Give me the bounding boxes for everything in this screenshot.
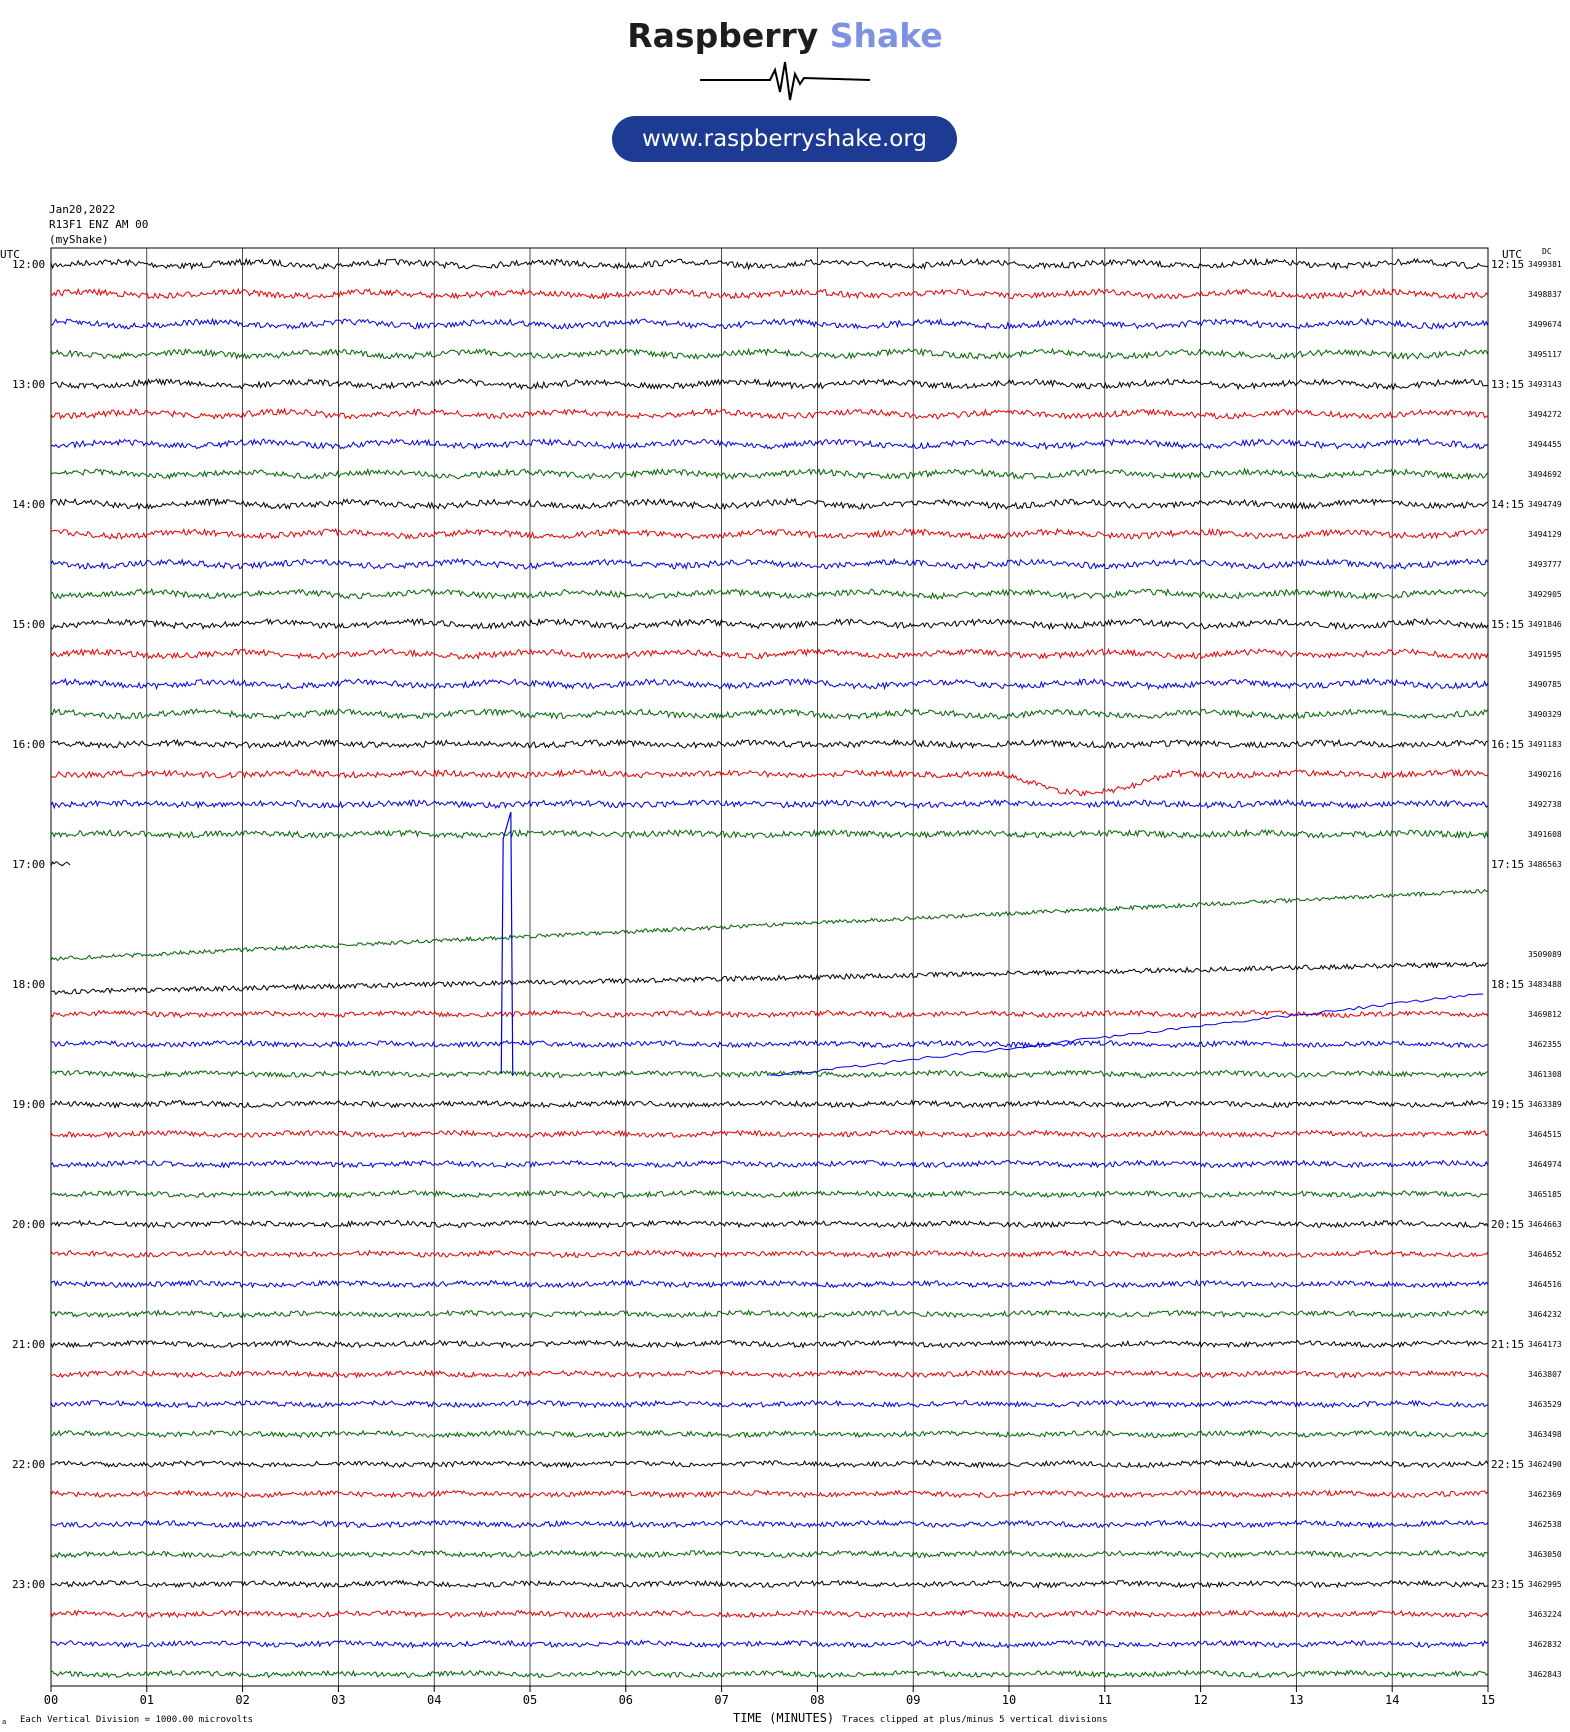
website-url-link[interactable]: www.raspberryshake.org (612, 116, 957, 162)
right-hour-label: 21:15 (1491, 1338, 1525, 1351)
dc-offset-label: 3462490 (1528, 1460, 1562, 1469)
dc-offset-label: 3492738 (1528, 800, 1562, 809)
trace-line (51, 800, 1488, 808)
dc-offset-label: 3464232 (1528, 1310, 1562, 1319)
dc-offset-label: 3464974 (1528, 1160, 1562, 1169)
trace-line (51, 1041, 1488, 1048)
left-hour-label: 12:00 (12, 258, 46, 271)
trace-line (51, 862, 70, 866)
right-hour-label: 16:15 (1491, 738, 1525, 751)
dc-offset-label: 3490216 (1528, 770, 1562, 779)
dc-offset-label: 3461308 (1528, 1070, 1562, 1079)
right-hour-label: 14:15 (1491, 498, 1525, 511)
trace-line (51, 319, 1488, 329)
spike-trace (501, 812, 512, 1076)
trace-line (51, 1551, 1488, 1558)
trace-line (51, 770, 1488, 796)
right-hour-label: 15:15 (1491, 618, 1525, 631)
right-hour-label: 18:15 (1491, 978, 1525, 991)
trace-line (51, 890, 1488, 961)
right-hour-label: 19:15 (1491, 1098, 1525, 1111)
x-tick-label: 00 (43, 1693, 59, 1707)
right-hour-label: 22:15 (1491, 1458, 1525, 1471)
right-hour-label: 17:15 (1491, 858, 1525, 871)
trace-line (51, 649, 1488, 659)
dc-offset-label: 3464663 (1528, 1220, 1562, 1229)
left-hour-label: 15:00 (12, 618, 46, 631)
trace-line (51, 1311, 1488, 1318)
x-tick-label: 15 (1480, 1693, 1496, 1707)
trace-line (51, 289, 1488, 299)
brand-accent: Shake (829, 16, 943, 55)
trace-line (51, 619, 1488, 629)
trace-line (51, 1191, 1488, 1198)
trace-line (51, 1641, 1488, 1648)
right-hour-label: 20:15 (1491, 1218, 1525, 1231)
division-note: Each Vertical Division = 1000.00 microvolts (20, 1715, 253, 1725)
dc-offset-label: 3494455 (1528, 440, 1562, 449)
dc-offset-label: 3469812 (1528, 1010, 1562, 1019)
trace-line (51, 1401, 1488, 1408)
trace-line (51, 830, 1488, 838)
trace-line (51, 679, 1488, 689)
dc-offset-label: 3464652 (1528, 1250, 1562, 1259)
dc-offset-label: 3491183 (1528, 740, 1562, 749)
x-tick-label: 07 (714, 1693, 729, 1707)
x-tick-label: 13 (1289, 1693, 1304, 1707)
trace-line (51, 379, 1488, 389)
x-tick-label: 10 (1001, 1693, 1017, 1707)
trace-line (51, 469, 1488, 479)
left-hour-label: 20:00 (12, 1218, 46, 1231)
trace-line (51, 1461, 1488, 1468)
dc-offset-label: 3463807 (1528, 1370, 1562, 1379)
trace-line (51, 259, 1488, 269)
brand-main: Raspberry (627, 16, 819, 55)
trace-line (51, 709, 1488, 719)
trace-line (51, 1521, 1488, 1528)
dc-offset-label: 3462355 (1528, 1040, 1562, 1049)
dc-offset-label: 3494129 (1528, 530, 1562, 539)
trace-line (51, 1581, 1488, 1588)
x-tick-label: 05 (522, 1693, 538, 1707)
trace-line (51, 1611, 1488, 1618)
corner-mark: a (2, 1718, 7, 1726)
x-tick-label: 09 (905, 1693, 921, 1707)
dc-offset-label: 3463529 (1528, 1400, 1562, 1409)
dc-offset-label: 3493143 (1528, 380, 1562, 389)
x-tick-label: 03 (331, 1693, 346, 1707)
dc-offset-label: 3499674 (1528, 320, 1562, 329)
trace-line (51, 499, 1488, 509)
left-hour-label: 22:00 (12, 1458, 46, 1471)
left-hour-label: 21:00 (12, 1338, 46, 1351)
dc-offset-label: 3494749 (1528, 500, 1562, 509)
left-hour-label: 23:00 (12, 1578, 46, 1591)
trace-line (51, 1101, 1488, 1108)
x-tick-label: 12 (1193, 1693, 1208, 1707)
dc-offset-label: 3499381 (1528, 260, 1562, 269)
trace-line (51, 740, 1488, 748)
trace-line (51, 409, 1488, 419)
dc-offset-label: 3464515 (1528, 1130, 1562, 1139)
trace-line (51, 1371, 1488, 1378)
header-station: R13F1 ENZ AM 00 (49, 218, 149, 231)
x-tick-label: 11 (1097, 1693, 1113, 1707)
trace-line (51, 589, 1488, 599)
dc-offset-label: 3498837 (1528, 290, 1562, 299)
left-hour-label: 19:00 (12, 1098, 46, 1111)
left-axis-title: UTC (0, 248, 20, 261)
left-hour-label: 13:00 (12, 378, 46, 391)
trace-line (51, 439, 1488, 449)
trace-line (51, 1671, 1488, 1678)
left-hour-label: 14:00 (12, 498, 46, 511)
trace-line (51, 1491, 1488, 1498)
header-date: Jan20,2022 (49, 203, 116, 216)
trace-line (51, 1071, 1488, 1078)
dc-offset-label: 3493777 (1528, 560, 1562, 569)
left-hour-label: 17:00 (12, 858, 46, 871)
dc-offset-label: 3463498 (1528, 1430, 1562, 1439)
x-tick-label: 02 (235, 1693, 250, 1707)
dc-offset-label: 3462832 (1528, 1640, 1562, 1649)
x-tick-label: 01 (139, 1693, 155, 1707)
x-tick-label: 08 (810, 1693, 825, 1707)
right-axis-title: UTC (1502, 248, 1522, 261)
header-network: (myShake) (49, 233, 109, 246)
dc-offset-label: 3483488 (1528, 980, 1562, 989)
dc-offset-label: 3464516 (1528, 1280, 1562, 1289)
dc-offset-label: 3463224 (1528, 1610, 1562, 1619)
plot-frame (51, 248, 1488, 1686)
trace-line (51, 1161, 1488, 1168)
x-tick-label: 04 (426, 1693, 442, 1707)
trace-line (51, 1341, 1488, 1348)
left-hour-label: 18:00 (12, 978, 46, 991)
dc-offset-label: 3462369 (1528, 1490, 1562, 1499)
clip-note: Traces clipped at plus/minus 5 vertical divisions (842, 1715, 1108, 1725)
left-hour-label: 16:00 (12, 738, 46, 751)
dc-offset-label: 3463389 (1528, 1100, 1562, 1109)
trace-line (51, 349, 1488, 359)
trace-line (51, 529, 1488, 539)
dc-offset-label: 3509089 (1528, 950, 1562, 959)
dc-offset-label: 3491595 (1528, 650, 1562, 659)
dc-offset-label: 3490329 (1528, 710, 1562, 719)
dc-offset-label: 3494272 (1528, 410, 1562, 419)
trace-line (51, 1431, 1488, 1438)
dc-offset-label: 3491846 (1528, 620, 1562, 629)
dc-offset-label: 3465185 (1528, 1190, 1562, 1199)
trace-line (51, 559, 1488, 569)
dc-offset-label: 3494692 (1528, 470, 1562, 479)
right-hour-label: 23:15 (1491, 1578, 1525, 1591)
dc-offset-label: 3486563 (1528, 860, 1562, 869)
dc-offset-label: 3492905 (1528, 590, 1562, 599)
ramp-trace (770, 994, 1484, 1076)
right-hour-label: 12:15 (1491, 258, 1525, 271)
dc-offset-label: 3463050 (1528, 1550, 1562, 1559)
dc-offset-label: 3495117 (1528, 350, 1562, 359)
x-axis-label: TIME (MINUTES) (733, 1711, 835, 1725)
dc-offset-label: 3491608 (1528, 830, 1562, 839)
trace-line (51, 1251, 1488, 1258)
dc-offset-label: 3462995 (1528, 1580, 1562, 1589)
dc-offset-label: 3490785 (1528, 680, 1562, 689)
dc-offset-label: 3462538 (1528, 1520, 1562, 1529)
dc-offset-label: 3462843 (1528, 1670, 1562, 1679)
right-hour-label: 13:15 (1491, 378, 1525, 391)
dc-title: DC (1542, 247, 1552, 256)
x-tick-label: 06 (618, 1693, 634, 1707)
trace-line (51, 1281, 1488, 1288)
trace-line (51, 963, 1488, 995)
trace-line (51, 1131, 1488, 1138)
trace-line (51, 1221, 1488, 1228)
dc-offset-label: 3464173 (1528, 1340, 1562, 1349)
x-tick-label: 14 (1384, 1693, 1400, 1707)
